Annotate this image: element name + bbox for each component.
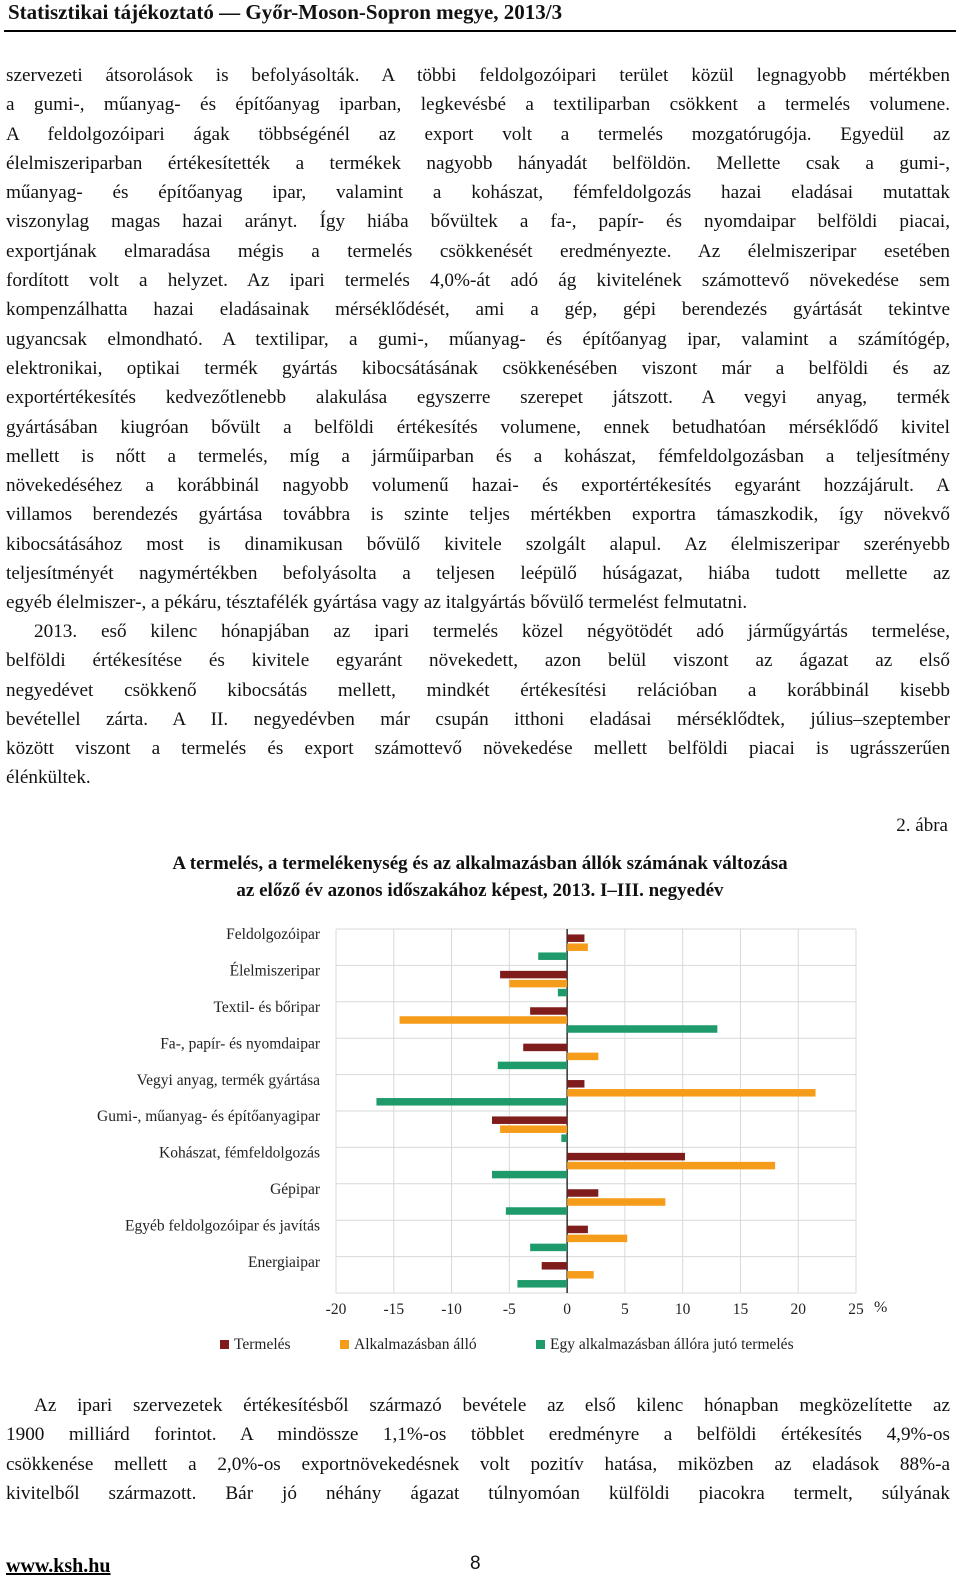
text-line: élelmiszeriparban értékesítették a termékek nagyobb hányadát belföldön. Mellette csak a gumi-, [6, 152, 950, 174]
bar-alkalmaz-sban-ll- [500, 1125, 567, 1133]
figure-label: 2. ábra [896, 815, 948, 836]
x-tick-label: -10 [441, 1301, 462, 1318]
category-label: Gépipar [270, 1181, 320, 1198]
text-line: kibocsátásához most is dinamikusan bővülő kivitele szolgált alapul. Az élelmiszeripar szerényebb [6, 533, 950, 555]
bar-egy-alkalmaz-sban-ll-ra-jut-termel-s [492, 1171, 567, 1179]
x-tick-label: -15 [383, 1301, 405, 1318]
page-number: 8 [470, 1553, 481, 1574]
bar-egy-alkalmaz-sban-ll-ra-jut-termel-s [538, 952, 567, 960]
category-label: Fa-, papír- és nyomdaipar [160, 1035, 320, 1053]
text-line: villamos berendezés gyártása továbbra is szinte teljes mértékben exportra támaszkodik, így növekvő [6, 504, 950, 526]
paragraph-2 [6, 617, 950, 793]
bar-termel-s [523, 1044, 567, 1052]
text-line: viszonylag magas hazai arányt. Így hiába bővültek a fa-, papír- és nyomdaipar belföldi piacai, [6, 211, 950, 233]
bar-termel-s [567, 934, 584, 942]
text-line: kivitelből származott. Bár jó néhány ágazat túlnyomóan külföldi piacokra termelt, súlyának [6, 1482, 950, 1504]
x-tick-label: 25 [848, 1301, 864, 1318]
header-title: Statisztikai tájékoztató — Győr-Moson-Sopron megye, 2013/3 [8, 0, 563, 24]
text-line: csökkenése mellett a 2,0%-os exportnövekedésnek volt pozitív hatása, miközben az eladások 88%-a [6, 1453, 950, 1475]
bar-termel-s [492, 1116, 567, 1124]
text-line: egyéb élelmiszer-, a pékáru, tésztafélék gyártása vagy az italgyártás bővülő termelést felmutatni. [6, 592, 748, 614]
page-header [4, 0, 956, 32]
bar-egy-alkalmaz-sban-ll-ra-jut-termel-s [530, 1244, 567, 1252]
text-line: kompenzálhatta hazai eladásainak mérséklődését, ami a gép, gépi berendezés gyártását tekintve [6, 299, 950, 321]
text-line: negyedévet csökkenő kibocsátás mellett, mindkét értékesítési relációban a korábbinál kisebb [6, 679, 950, 701]
bar-termel-s [567, 1189, 598, 1197]
bar-alkalmaz-sban-ll- [567, 1053, 598, 1061]
chart-title [0, 850, 960, 904]
bar-egy-alkalmaz-sban-ll-ra-jut-termel-s [558, 989, 567, 997]
bar-egy-alkalmaz-sban-ll-ra-jut-termel-s [517, 1280, 567, 1288]
bar-alkalmaz-sban-ll- [567, 1198, 665, 1206]
bar-alkalmaz-sban-ll- [567, 1162, 775, 1170]
text-line: szervezeti átsorolások is befolyásolták. A többi feldolgozóipari terület közül legnagyobb mértékben [6, 65, 950, 86]
bar-egy-alkalmaz-sban-ll-ra-jut-termel-s [376, 1098, 567, 1106]
bar-alkalmaz-sban-ll- [400, 1016, 568, 1024]
text-line: belföldi értékesítése és kivitele egyaránt növekedett, azon belül viszont az ágazat az első [6, 650, 950, 672]
bar-egy-alkalmaz-sban-ll-ra-jut-termel-s [567, 1025, 717, 1033]
category-label: Vegyi anyag, termék gyártása [136, 1071, 320, 1089]
text-line: Az ipari szervezetek értékesítésből származó bevétele az első kilenc hónapban megközelítette az [34, 1395, 950, 1416]
category-label: Kohászat, fémfeldolgozás [159, 1144, 320, 1162]
text-line: a gumi-, műanyag- és építőanyag iparban, legkevésbé a textiliparban csökkent a termelés volumene. [6, 94, 950, 116]
text-line: exportértékesítés kedvezőtlenebb alakulása egyszerre szerepet játszott. A vegyi anyag, termék [6, 387, 950, 409]
category-label: Textil- és bőripar [213, 999, 320, 1016]
text-line: 2013. eső kilenc hónapjában az ipari termelés közel négyötödét adó járműgyártás termelése, [34, 621, 950, 642]
x-tick-label: 15 [732, 1301, 749, 1318]
x-tick-label: -5 [502, 1301, 516, 1318]
bar-egy-alkalmaz-sban-ll-ra-jut-termel-s [498, 1062, 567, 1070]
x-tick-label: 5 [621, 1301, 629, 1318]
x-tick-label: 10 [674, 1301, 691, 1318]
bar-egy-alkalmaz-sban-ll-ra-jut-termel-s [506, 1207, 567, 1215]
bar-alkalmaz-sban-ll- [567, 1271, 594, 1279]
legend-swatch [220, 1340, 229, 1349]
x-tick-label: -20 [325, 1301, 347, 1318]
chart-title-line-1: A termelés, a termelékenység és az alkalmazásban állók számának változása [172, 853, 788, 874]
legend-swatch [536, 1340, 545, 1349]
bar-termel-s [567, 1080, 584, 1088]
text-line: műanyag- és építőanyag ipar, valamint a kohászat, fémfeldolgozás hazai eladásai mutattak [6, 182, 950, 204]
text-line: exportjának elmaradása mégis a termelés csökkenését eredményezte. Az élelmiszeripar esetében [6, 240, 950, 262]
text-line: fordított volt a helyzet. Az ipari termelés 4,0%-át adó ág kivitelének számottevő növekedése sem [6, 270, 950, 292]
bar-termel-s [530, 1007, 567, 1015]
text-line: elektronikai, optikai termék gyártás kibocsátásának csökkenésében viszont már a belföldi és az [6, 357, 950, 379]
text-line: gyártásában kiugróan bővült a belföldi értékesítés volumene, ennek betudhatóan mérséklődő kivitel [6, 416, 950, 438]
paragraph-1 [6, 61, 950, 618]
unit-label: % [874, 1299, 888, 1316]
category-label: Gumi-, műanyag- és építőanyagipar [97, 1108, 320, 1126]
bar-termel-s [500, 971, 567, 979]
category-label: Élelmiszeripar [229, 962, 320, 980]
text-line: bevétellel zárta. A II. negyedévben már csupán itthoni eladásai mérséklődtek, július–szeptember [6, 708, 950, 730]
bar-termel-s [542, 1262, 567, 1270]
text-line: növekedéséhez a korábbinál nagyobb volumenű hazai- és exportértékesítés egyaránt hozzájárult. A [6, 475, 950, 497]
ksh-link[interactable]: www.ksh.hu [6, 1555, 111, 1577]
bar-termel-s [567, 1226, 588, 1234]
text-line: mellett is nőtt a termelés, míg a járműiparban és a kohászat, fémfeldolgozásban a teljesítmény [6, 445, 950, 467]
text-line: között viszont a termelés és export számottevő növekedése mellett belföldi piacai is ugrásszerűen [6, 738, 950, 760]
text-line: 1900 milliárd forintot. A mindössze 1,1%-os többlet eredményre a belföldi értékesítés 4,9%-os [6, 1424, 950, 1446]
text-line: élénkültek. [6, 767, 91, 789]
legend-swatch [340, 1340, 349, 1349]
chart-title-line-2: az előző év azonos időszakához képest, 2013. I–III. negyedév [236, 880, 724, 901]
bar-alkalmaz-sban-ll- [567, 1089, 815, 1097]
legend-label: Egy alkalmazásban állóra jutó termelés [550, 1336, 794, 1353]
bar-chart [0, 925, 960, 1365]
legend-label: Alkalmazásban álló [354, 1336, 477, 1353]
bar-alkalmaz-sban-ll- [567, 943, 588, 951]
text-line: teljesítményét nagymértékben befolyásolta a teljesen leépülő húságazat, hiába tudott mellette az [6, 563, 950, 585]
legend-label: Termelés [234, 1336, 291, 1353]
text-line: A feldolgozóipari ágak többségénél az export volt a termelés mozgatórugója. Egyedül az [6, 123, 950, 145]
bar-egy-alkalmaz-sban-ll-ra-jut-termel-s [561, 1134, 567, 1142]
category-label: Feldolgozóipar [226, 926, 320, 944]
bar-alkalmaz-sban-ll- [567, 1235, 627, 1243]
category-label: Egyéb feldolgozóipar és javítás [125, 1217, 320, 1235]
text-line: ugyancsak elmondható. A textilipar, a gumi-, műanyag- és építőanyag ipar, valamint a számítógép, [6, 328, 950, 350]
paragraph-3 [6, 1391, 950, 1508]
x-tick-label: 20 [790, 1301, 806, 1318]
x-tick-label: 0 [563, 1301, 571, 1318]
bar-alkalmaz-sban-ll- [509, 980, 567, 988]
bar-termel-s [567, 1153, 685, 1161]
category-label: Energiaipar [247, 1253, 320, 1271]
